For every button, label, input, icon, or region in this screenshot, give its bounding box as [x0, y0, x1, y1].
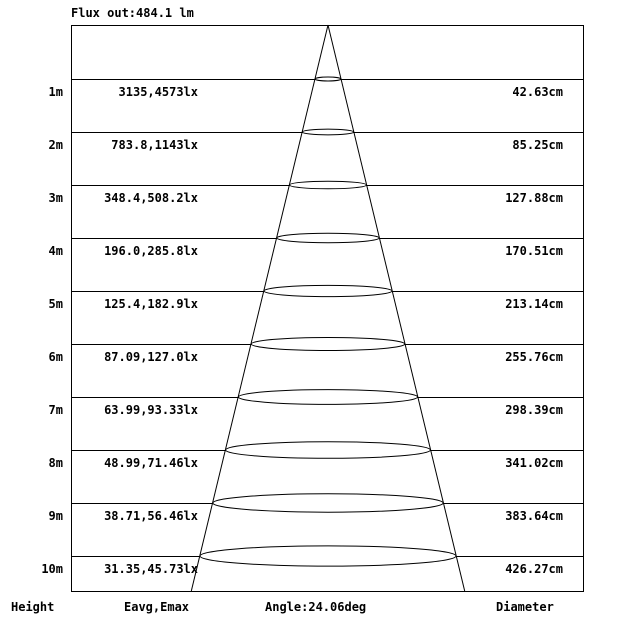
beam-spot-ellipse: [264, 285, 392, 296]
height-column-label: Height: [11, 600, 55, 614]
diameter-label: 85.25cm: [512, 138, 563, 152]
illuminance-label: 783.8,1143lx: [111, 138, 198, 152]
illuminance-label: 3135,4573lx: [118, 85, 198, 99]
beam-spot-ellipse: [290, 181, 367, 189]
diameter-label: 213.14cm: [505, 297, 563, 311]
height-label: 3m: [48, 191, 63, 205]
diameter-label: 255.76cm: [505, 350, 563, 364]
beam-spot-ellipse: [302, 129, 353, 135]
height-label: 1m: [48, 85, 63, 99]
illuminance-label: 31.35,45.73lx: [104, 562, 198, 576]
height-label: 2m: [48, 138, 63, 152]
flux-label: Flux out:484.1 lm: [71, 6, 194, 20]
illuminance-label: 48.99,71.46lx: [104, 456, 198, 470]
height-label: 7m: [48, 403, 63, 417]
illuminance-label: 196.0,285.8lx: [104, 244, 198, 258]
beam-spot-ellipse: [213, 494, 443, 512]
height-label: 8m: [48, 456, 63, 470]
beam-spot-ellipse: [200, 546, 456, 566]
beam-spot-ellipse: [226, 442, 431, 459]
diameter-label: 170.51cm: [505, 244, 563, 258]
illuminance-label: 125.4,182.9lx: [104, 297, 198, 311]
diameter-column-label: Diameter: [496, 600, 554, 614]
beam-ellipses: [200, 77, 456, 566]
diameter-label: 383.64cm: [505, 509, 563, 523]
diameter-label: 341.02cm: [505, 456, 563, 470]
diameter-label: 298.39cm: [505, 403, 563, 417]
beam-spot-ellipse: [277, 233, 379, 242]
eavg-column-label: Eavg,Emax: [124, 600, 190, 614]
height-label: 6m: [48, 350, 63, 364]
beam-spot-ellipse: [238, 390, 417, 405]
diameter-label: 426.27cm: [505, 562, 563, 576]
illuminance-label: 87.09,127.0lx: [104, 350, 198, 364]
beam-angle-label: Angle:24.06deg: [265, 600, 367, 614]
height-label: 4m: [48, 244, 63, 258]
illuminance-label: 38.71,56.46lx: [104, 509, 198, 523]
height-label: 9m: [48, 509, 63, 523]
beam-spot-ellipse: [315, 77, 341, 81]
beam-spot-ellipse: [251, 338, 405, 351]
diameter-label: 42.63cm: [512, 85, 563, 99]
diameter-label: 127.88cm: [505, 191, 563, 205]
illuminance-label: 63.99,93.33lx: [104, 403, 198, 417]
illuminance-label: 348.4,508.2lx: [104, 191, 198, 205]
height-label: 10m: [41, 562, 63, 576]
height-label: 5m: [48, 297, 63, 311]
